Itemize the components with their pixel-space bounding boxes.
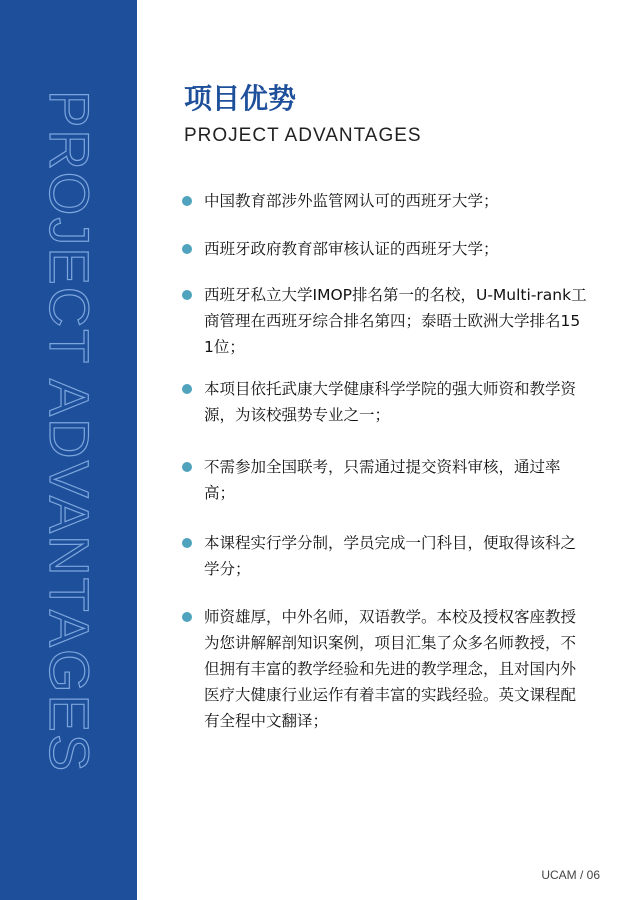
list-item-text: 本项目依托武康大学健康科学学院的强大师资和教学资源，为该校强势专业之一； — [204, 380, 577, 424]
page-subtitle: PROJECT ADVANTAGES — [184, 125, 422, 146]
page-number: UCAM / 06 — [541, 868, 600, 882]
bullet-icon — [182, 538, 192, 548]
sidebar-band — [0, 0, 137, 900]
list-item-text: 不需参加全国联考，只需通过提交资料审核，通过率高； — [204, 458, 561, 502]
page-title: 项目优势 — [184, 82, 297, 115]
bullet-icon — [182, 196, 192, 206]
vertical-watermark-text: PROJECT ADVANTAGES — [38, 90, 101, 774]
bullet-icon — [182, 612, 192, 622]
bullet-icon — [182, 244, 192, 254]
list-item-text: 中国教育部涉外监管网认可的西班牙大学； — [204, 192, 499, 210]
list-item-text: 本课程实行学分制，学员完成一门科目，便取得该科之学分； — [204, 534, 577, 578]
list-item-text: 西班牙政府教育部审核认证的西班牙大学； — [204, 240, 499, 258]
list-item-text: 师资雄厚，中外名师，双语教学。本校及授权客座教授为您讲解解剖知识案例，项目汇集了众多名师教授，不但拥有丰富的教学经验和先进的教学理念，且对国内外医疗大健康行业运作有着丰富的实践经验。英文课程配有全程中文翻译； — [204, 608, 577, 730]
list-item-text: 西班牙私立大学IMOP排名第一的名校，U-Multi-rank工商管理在西班牙综合排名第四；泰晤士欧洲大学排名151位； — [204, 286, 587, 356]
bullet-icon — [182, 462, 192, 472]
bullet-icon — [182, 384, 192, 394]
bullet-icon — [182, 290, 192, 300]
